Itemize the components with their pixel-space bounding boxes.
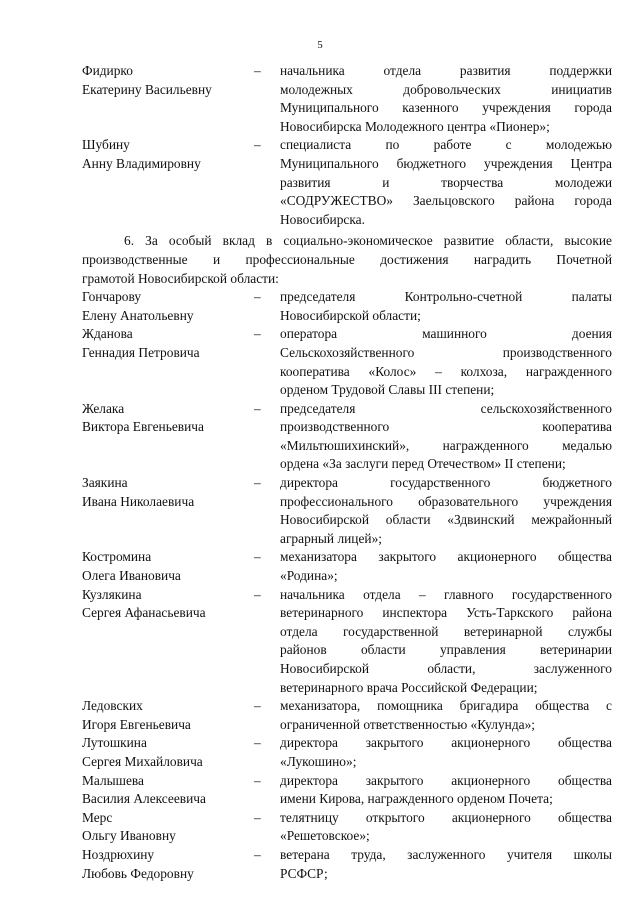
recipient-name-line: Мерс (82, 809, 113, 825)
recipient-position (280, 734, 612, 771)
entry-dash: – (254, 586, 261, 602)
recipient-name-line: Кузлякина (82, 586, 142, 602)
paragraph-line: грамотой Новосибирской области: (82, 270, 279, 286)
award-list-top (82, 62, 612, 229)
award-list (82, 288, 612, 883)
recipient-position-line: ордена «За заслуги перед Отечеством» II степени; (280, 456, 566, 472)
recipient-position-line: Новосибирска. (280, 211, 365, 227)
recipient-position-line: директора государственного бюджетного (280, 475, 612, 491)
recipient-position-line: развития и творчества молодежи (280, 174, 612, 190)
recipient-name-line: Малышева (82, 772, 144, 788)
recipient-position-line: молодежных добровольческих инициатив (280, 81, 612, 97)
award-entry (82, 809, 612, 846)
recipient-position-line: Муниципального казенного учреждения города (280, 100, 612, 116)
award-entry (82, 846, 612, 883)
award-entry (82, 586, 612, 698)
recipient-name (82, 697, 254, 734)
recipient-name-line: Гончарову (82, 289, 142, 305)
recipient-name (82, 548, 254, 585)
recipient-name-line: Олега Ивановича (82, 568, 181, 584)
recipient-position-line: имени Кирова, награжденного орденом Почета; (280, 791, 553, 807)
recipient-name-line: Анну Владимировну (82, 155, 201, 171)
recipient-position-line: председателя Контрольно-счетной палаты (280, 289, 612, 305)
page-number: 5 (317, 39, 323, 51)
award-entry (82, 400, 612, 474)
entry-dash: – (254, 846, 261, 862)
recipient-position-line: РСФСР; (280, 865, 328, 881)
paragraph-line: производственные и профессиональные достижения наградить Почетной (82, 251, 612, 267)
recipient-name-line: Ноздрюхину (82, 846, 155, 862)
recipient-position-line: «Родина»; (280, 568, 338, 584)
recipient-position-line: «СОДРУЖЕСТВО» Заельцовского района города (280, 193, 612, 209)
recipient-name (82, 325, 254, 362)
recipient-position-line: механизатора, помощника бригадира общества с (280, 698, 612, 714)
recipient-name (82, 809, 254, 846)
recipient-position-line: специалиста по работе с молодежью (280, 137, 612, 153)
entry-dash: – (254, 326, 261, 342)
recipient-name-line: Екатерину Васильевну (82, 81, 212, 97)
recipient-name (82, 734, 254, 771)
recipient-position-line: кооператива «Колос» – колхоза, награжденного (280, 363, 612, 379)
recipient-name-line: Любовь Федоровну (82, 865, 194, 881)
recipient-name-line: Елену Анатольевну (82, 307, 194, 323)
recipient-position-line: аграрный лицей»; (280, 530, 382, 546)
entry-dash: – (254, 475, 261, 491)
entry-dash: – (254, 289, 261, 305)
recipient-position-line: директора закрытого акционерного общества (280, 772, 612, 788)
recipient-position (280, 548, 612, 585)
recipient-position-line: отдела государственной ветеринарной службы (280, 623, 612, 639)
recipient-position (280, 288, 612, 325)
recipient-name (82, 288, 254, 325)
recipient-name-line: Заякина (82, 475, 128, 491)
recipient-name-line: Ледовских (82, 698, 143, 714)
recipient-name-line: Шубину (82, 137, 130, 153)
recipient-position-line: Новосибирской области «Здвинский межрайонный (280, 512, 612, 528)
entry-dash: – (254, 698, 261, 714)
recipient-name-line: Сергея Афанасьевича (82, 605, 206, 621)
recipient-position-line: ветеринарного врача Российской Федерации; (280, 679, 538, 695)
recipient-name-line: Василия Алексеевича (82, 791, 206, 807)
award-entry (82, 62, 612, 136)
recipient-position-line: механизатора закрытого акционерного общества (280, 549, 612, 565)
entry-dash: – (254, 549, 261, 565)
recipient-name (82, 62, 254, 99)
recipient-position-line: районов области управления ветеринарии (280, 642, 612, 658)
recipient-name-line: Ивана Николаевича (82, 493, 195, 509)
recipient-name-line: Игоря Евгеньевича (82, 716, 191, 732)
recipient-position (280, 697, 612, 734)
recipient-position-line: Новосибирска Молодежного центра «Пионер»; (280, 118, 550, 134)
recipient-position-line: ограниченной ответственностью «Кулунда»; (280, 716, 535, 732)
recipient-position-line: Муниципального бюджетного учреждения Центра (280, 155, 612, 171)
award-entry (82, 325, 612, 399)
recipient-position (280, 136, 612, 229)
recipient-position (280, 846, 612, 883)
recipient-position-line: производственного кооператива (280, 419, 612, 435)
recipient-position-line: «Решетовское»; (280, 828, 370, 844)
recipient-position-line: директора закрытого акционерного общества (280, 735, 612, 751)
recipient-position (280, 325, 612, 399)
recipient-position-line: Сельскохозяйственного производственного (280, 344, 612, 360)
recipient-position-line: Новосибирской области; (280, 307, 421, 323)
entry-dash: – (254, 772, 261, 788)
recipient-position (280, 586, 612, 698)
entry-dash: – (254, 400, 261, 416)
recipient-name-line: Жданова (82, 326, 133, 342)
recipient-name-line: Костромина (82, 549, 152, 565)
recipient-position-line: Новосибирской области, заслуженного (280, 661, 612, 676)
award-entry (82, 548, 612, 585)
award-entry (82, 734, 612, 771)
recipient-name (82, 474, 254, 511)
recipient-position-line: ветерана труда, заслуженного учителя школы (280, 846, 612, 862)
recipient-name-line: Лутошкина (82, 735, 147, 751)
recipient-name-line: Виктора Евгеньевича (82, 419, 204, 435)
recipient-name-line: Сергея Михайловича (82, 753, 203, 769)
recipient-position-line: телятницу открытого акционерного общества (280, 809, 612, 825)
entry-dash: – (254, 63, 261, 78)
recipient-name (82, 846, 254, 883)
award-entry (82, 136, 612, 229)
recipient-name-line: Фидирко (82, 63, 133, 78)
recipient-position-line: оператора машинного доения (280, 326, 612, 342)
paragraph-line: 6. За особый вклад в социально-экономическое развитие области, высокие (124, 233, 612, 249)
recipient-position-line: ветеринарного инспектора Усть-Таркского района (280, 605, 612, 621)
recipient-position-line: орденом Трудовой Славы III степени; (280, 382, 495, 398)
award-entry (82, 697, 612, 734)
award-entry (82, 288, 612, 325)
recipient-name (82, 586, 254, 623)
recipient-position (280, 809, 612, 846)
recipient-name-line: Ольгу Ивановну (82, 828, 176, 844)
recipient-position (280, 400, 612, 474)
entry-dash: – (254, 809, 261, 825)
award-paragraph (82, 232, 612, 288)
recipient-name-line: Геннадия Петровича (82, 344, 200, 360)
recipient-position (280, 772, 612, 809)
recipient-position-line: «Лукошино»; (280, 753, 357, 769)
award-entry (82, 474, 612, 548)
recipient-name (82, 136, 254, 173)
document-body (82, 62, 612, 883)
recipient-position (280, 474, 612, 548)
recipient-position-line: начальника отдела развития поддержки (280, 63, 612, 78)
recipient-name (82, 772, 254, 809)
entry-dash: – (254, 735, 261, 751)
entry-dash: – (254, 137, 261, 153)
recipient-position-line: «Мильтюшихинский», награжденного медалью (280, 437, 612, 453)
recipient-name (82, 400, 254, 437)
award-entry (82, 772, 612, 809)
recipient-position-line: начальника отдела – главного государственного (280, 586, 612, 602)
recipient-position-line: председателя сельскохозяйственного (280, 400, 612, 416)
recipient-position-line: профессионального образовательного учреждения (280, 493, 612, 509)
recipient-name-line: Желака (82, 400, 125, 416)
recipient-position (280, 62, 612, 136)
